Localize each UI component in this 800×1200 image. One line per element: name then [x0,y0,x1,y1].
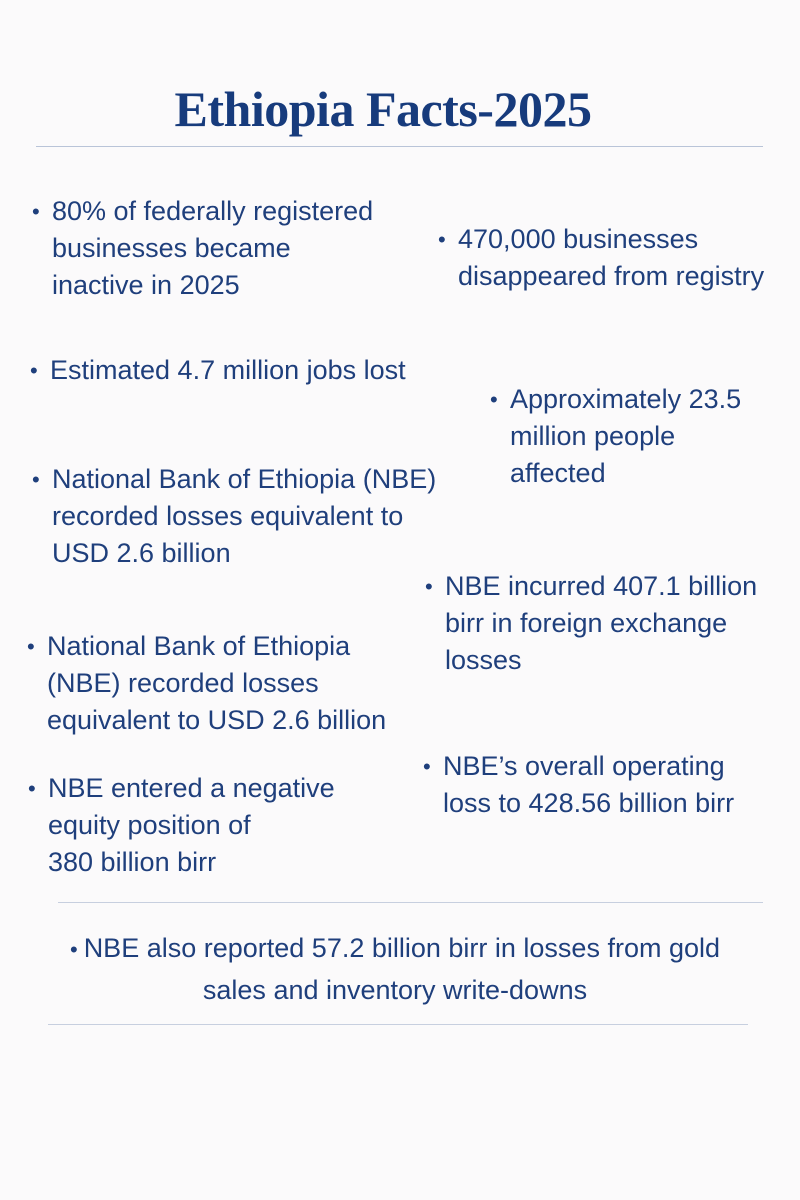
bullet-icon: • [32,467,40,492]
fact-text: NBE incurred 407.1 billion birr in foreign exchange losses [445,571,758,675]
bottom-divider [48,1024,748,1025]
bullet-icon: • [32,199,40,224]
fact-text-line-1: NBE also reported 57.2 billion birr in losses from gold [83,933,720,963]
fact-businesses-disappeared [438,221,765,295]
fact-text: 470,000 businesses disappeared from registry [458,224,765,291]
fact-nbe-operating-loss [423,748,735,822]
fact-text: NBE’s overall operating loss to 428.56 billion birr [443,751,735,818]
section-divider [58,902,763,903]
bullet-icon: • [69,937,78,962]
bullet-icon: • [425,574,433,599]
bullet-icon: • [490,387,498,412]
bullet-icon: • [423,754,431,779]
bullet-icon: • [28,776,36,801]
bullet-icon: • [30,358,38,383]
fact-nbe-negative-equity [28,770,335,881]
fact-jobs-lost [30,352,406,389]
fact-line [30,928,760,970]
fact-registered-businesses [32,193,374,304]
fact-text-line-2: sales and inventory write-downs [202,975,588,1005]
fact-people-affected [490,381,742,492]
bullet-icon: • [438,227,446,252]
fact-text: Estimated 4.7 million jobs lost [50,355,406,385]
page-title: Ethiopia Facts-2025 [174,81,592,137]
fact-text: NBE entered a negative equity position of 380 billion birr [48,773,335,877]
bullet-icon: • [27,634,35,659]
fact-nbe-losses-usd [32,461,437,572]
fact-nbe-forex-losses [425,568,758,679]
title-divider [36,146,763,147]
fact-text: 80% of federally registered businesses became inactive in 2025 [52,196,374,300]
fact-text: National Bank of Ethiopia (NBE) recorded losses equivalent to USD 2.6 billion [52,464,437,568]
fact-nbe-losses-usd-repeat [27,628,387,739]
fact-text: Approximately 23.5 million people affected [510,384,742,488]
fact-gold-sales-losses [30,928,760,1011]
fact-text: National Bank of Ethiopia (NBE) recorded losses equivalent to USD 2.6 billion [47,631,387,735]
